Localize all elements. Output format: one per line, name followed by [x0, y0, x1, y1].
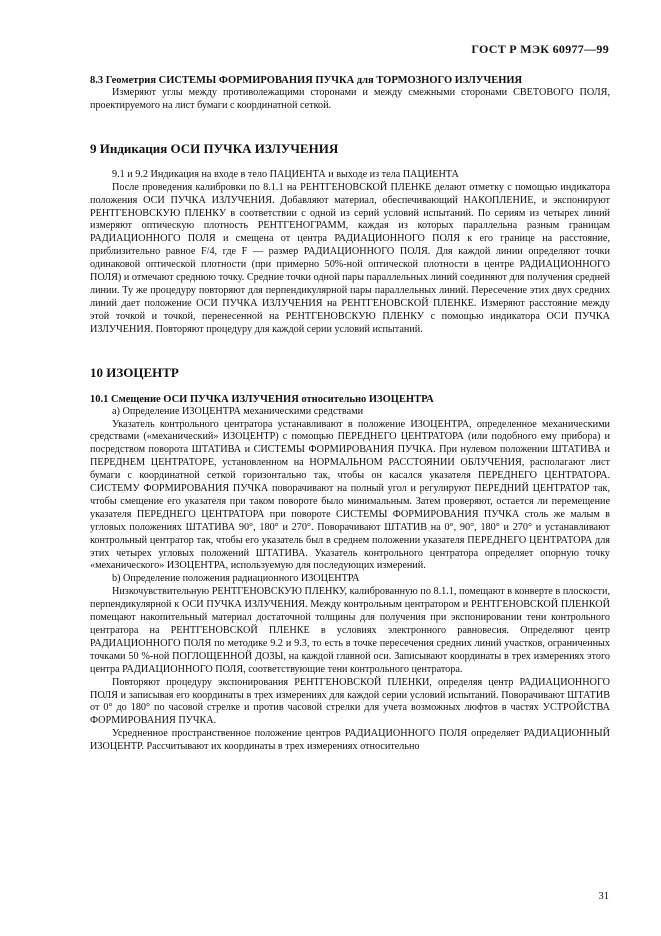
section-10-heading: 10 ИЗОЦЕНТР	[90, 364, 179, 380]
item-b-paragraph-2: Повторяют процедуру экспонирования РЕНТГЕНОВСКОЙ ПЛЕНКИ, определяя центр РАДИАЦИОННОГО ПОЛЯ и записывая его координаты в трех измерениях для каждой серии условий испытаний. Поворачивают ШТАТИВ от 0° до 180° по часовой стрелке и против часовой стрелки для учета возможных люфтов в частях УСТРОЙСТВА ФОРМИРОВАНИЯ ПУЧКА.	[90, 676, 610, 727]
item-a-paragraph: Указатель контрольного центратора устанавливают в положение ИЗОЦЕНТРА, определенное механическими средствами («механический» ИЗОЦЕНТР) с помощью ПЕРЕДНЕГО ЦЕНТРАТОРА (или подобного ему прибора) и посредством поворота ШТАТИВА и СИСТЕМЫ ФОРМИРОВАНИЯ ПУЧКА. При нулевом положении ШТАТИВА и ПЕРЕДНЕМ ЦЕНТРАТОРЕ, установленном на НОРМАЛЬНОМ РАССТОЯНИИ ОБЛУЧЕНИЯ, располагают лист бумаги с координатной сеткой горизонтально так, чтобы он касался указателя ПЕРЕДНЕГО ЦЕНТРАТОРА. СИСТЕМУ ФОРМИРОВАНИЯ ПУЧКА поворачивают на полный угол и регулируют ПЕРЕДНИЙ ЦЕНТРАТОР так, чтобы смещение его указателя при таком повороте было минимальным. Затем проверяют, остается ли перемещение указателя ПЕРЕДНЕГО ЦЕНТРАТОРА при повороте СИСТЕМЫ ФОРМИРОВАНИЯ ПУЧКА столь же малым в угловых положениях ШТАТИВА 90°, 180° и 270°. Поворачивают ШТАТИВ на 0°, 90°, 180° и 270° и устанавливают контрольный центратор так, чтобы его указатель был в среднем положении указателя ПЕРЕДНЕГО ЦЕНТРАТОРА для этих четырех угловых положений ШТАТИВА. Указатель контрольного центратора определяет опорную точку «механического» ИЗОЦЕНТРА, используемую для последующих измерений.	[90, 418, 610, 572]
section-10-1-heading: 10.1 Смещение ОСИ ПУЧКА ИЗЛУЧЕНИЯ относительно ИЗОЦЕНТРА	[90, 393, 434, 405]
standard-header: ГОСТ Р МЭК 60977—99	[471, 42, 609, 56]
section-8-3-paragraph: Измеряют углы между противолежащими сторонами и между смежными сторонами СВЕТОВОГО ПОЛЯ, проектируемого на лист бумаги с координатной сеткой.	[90, 87, 610, 111]
section-9-heading: 9 Индикация ОСИ ПУЧКА ИЗЛУЧЕНИЯ	[90, 140, 339, 156]
section-8-3-heading: 8.3 Геометрия СИСТЕМЫ ФОРМИРОВАНИЯ ПУЧКА для ТОРМОЗНОГО ИЗЛУЧЕНИЯ	[90, 75, 523, 86]
item-b-paragraph-3: Усредненное пространственное положение центров РАДИАЦИОННОГО ПОЛЯ определяет РАДИАЦИОННЫЙ ИЗОЦЕНТР. Рассчитывают их координаты в трех измерениях относительно	[90, 728, 610, 753]
item-b-title: b) Определение положения радиационного ИЗОЦЕНТРА	[112, 573, 360, 585]
page-number: 31	[598, 891, 609, 902]
item-b-paragraph-1: Низкочувствительную РЕНТГЕНОВСКУЮ ПЛЕНКУ, калиброванную по 8.1.1, помещают в конверте в плоскости, перпендикулярной к ОСИ ПУЧКА ИЗЛУЧЕНИЯ. Между контрольным центратором и РЕНТГЕНОВСКОЙ ПЛЕНКОЙ помещают накопительный материал достаточной толщины для получения при экспонировании тени контрольного центратора на РЕНТГЕНОВСКОЙ ПЛЕНКЕ в условиях электронного равновесия. Определяют центр РАДИАЦИОННОГО ПОЛЯ по методике 9.2 и 9.3, то есть в точке пересечения средних линий участков, ограниченных точками 50 %-ной ПОГЛОЩЕННОЙ ДОЗЫ, на каждой главной оси. Записывают координаты в трех измерениях этого центра РАДИАЦИОННОГО ПОЛЯ, соответствующие тени контрольного центратора.	[90, 586, 610, 675]
page-content	[90, 74, 610, 754]
item-a-title: а) Определение ИЗОЦЕНТРА механическими средствами	[112, 405, 364, 417]
section-9-paragraph: После проведения калибровки по 8.1.1 на РЕНТГЕНОВСКОЙ ПЛЕНКЕ делают отметку с помощью индикатора положения ОСИ ПУЧКА ИЗЛУЧЕНИЯ. Добавляют материал, обеспечивающий НАКОПЛЕНИЕ, и экспонируют РЕНТГЕНОВСКУЮ ПЛЕНКУ в соответствии с одной из серий условий испытаний. По сериям из четырех линий измеряют оптическую плотность РЕНТГЕНОГРАММ, каждая из которых параллельна разным границам РАДИАЦИОННОГО ПОЛЯ и смещена от центра РАДИАЦИОННОГО ПОЛЯ к его границе на расстояние, приблизительно равное F/4, где F — размер РАДИАЦИОННОГО ПОЛЯ. Для каждой линии определяют точки одинаковой оптической плотности (при примерно 50%-ной оптической плотности в центре РАДИАЦИОННОГО ПОЛЯ) и отмечают среднюю точку. Средние точки одной пары параллельных линий соединяют для получения средней линии. Ту же процедуру повторяют для перпендикулярной пары параллельных линий. Пересечение этих двух средних линий дает положение ОСИ ПУЧКА ИЗЛУЧЕНИЯ на РЕНТГЕНОВСКОЙ ПЛЕНКЕ. Измеряют расстояние между этой точкой и точкой, перенесенной на РЕНТГЕНОВСКУЮ ПЛЕНКУ с помощью индикатора ОСИ ПУЧКА ИЗЛУЧЕНИЯ. Повторяют процедуру для каждой серии условий испытаний.	[90, 181, 610, 335]
section-9-intro: 9.1 и 9.2 Индикация на входе в тело ПАЦИЕНТА и выходе из тела ПАЦИЕНТА	[112, 168, 459, 180]
